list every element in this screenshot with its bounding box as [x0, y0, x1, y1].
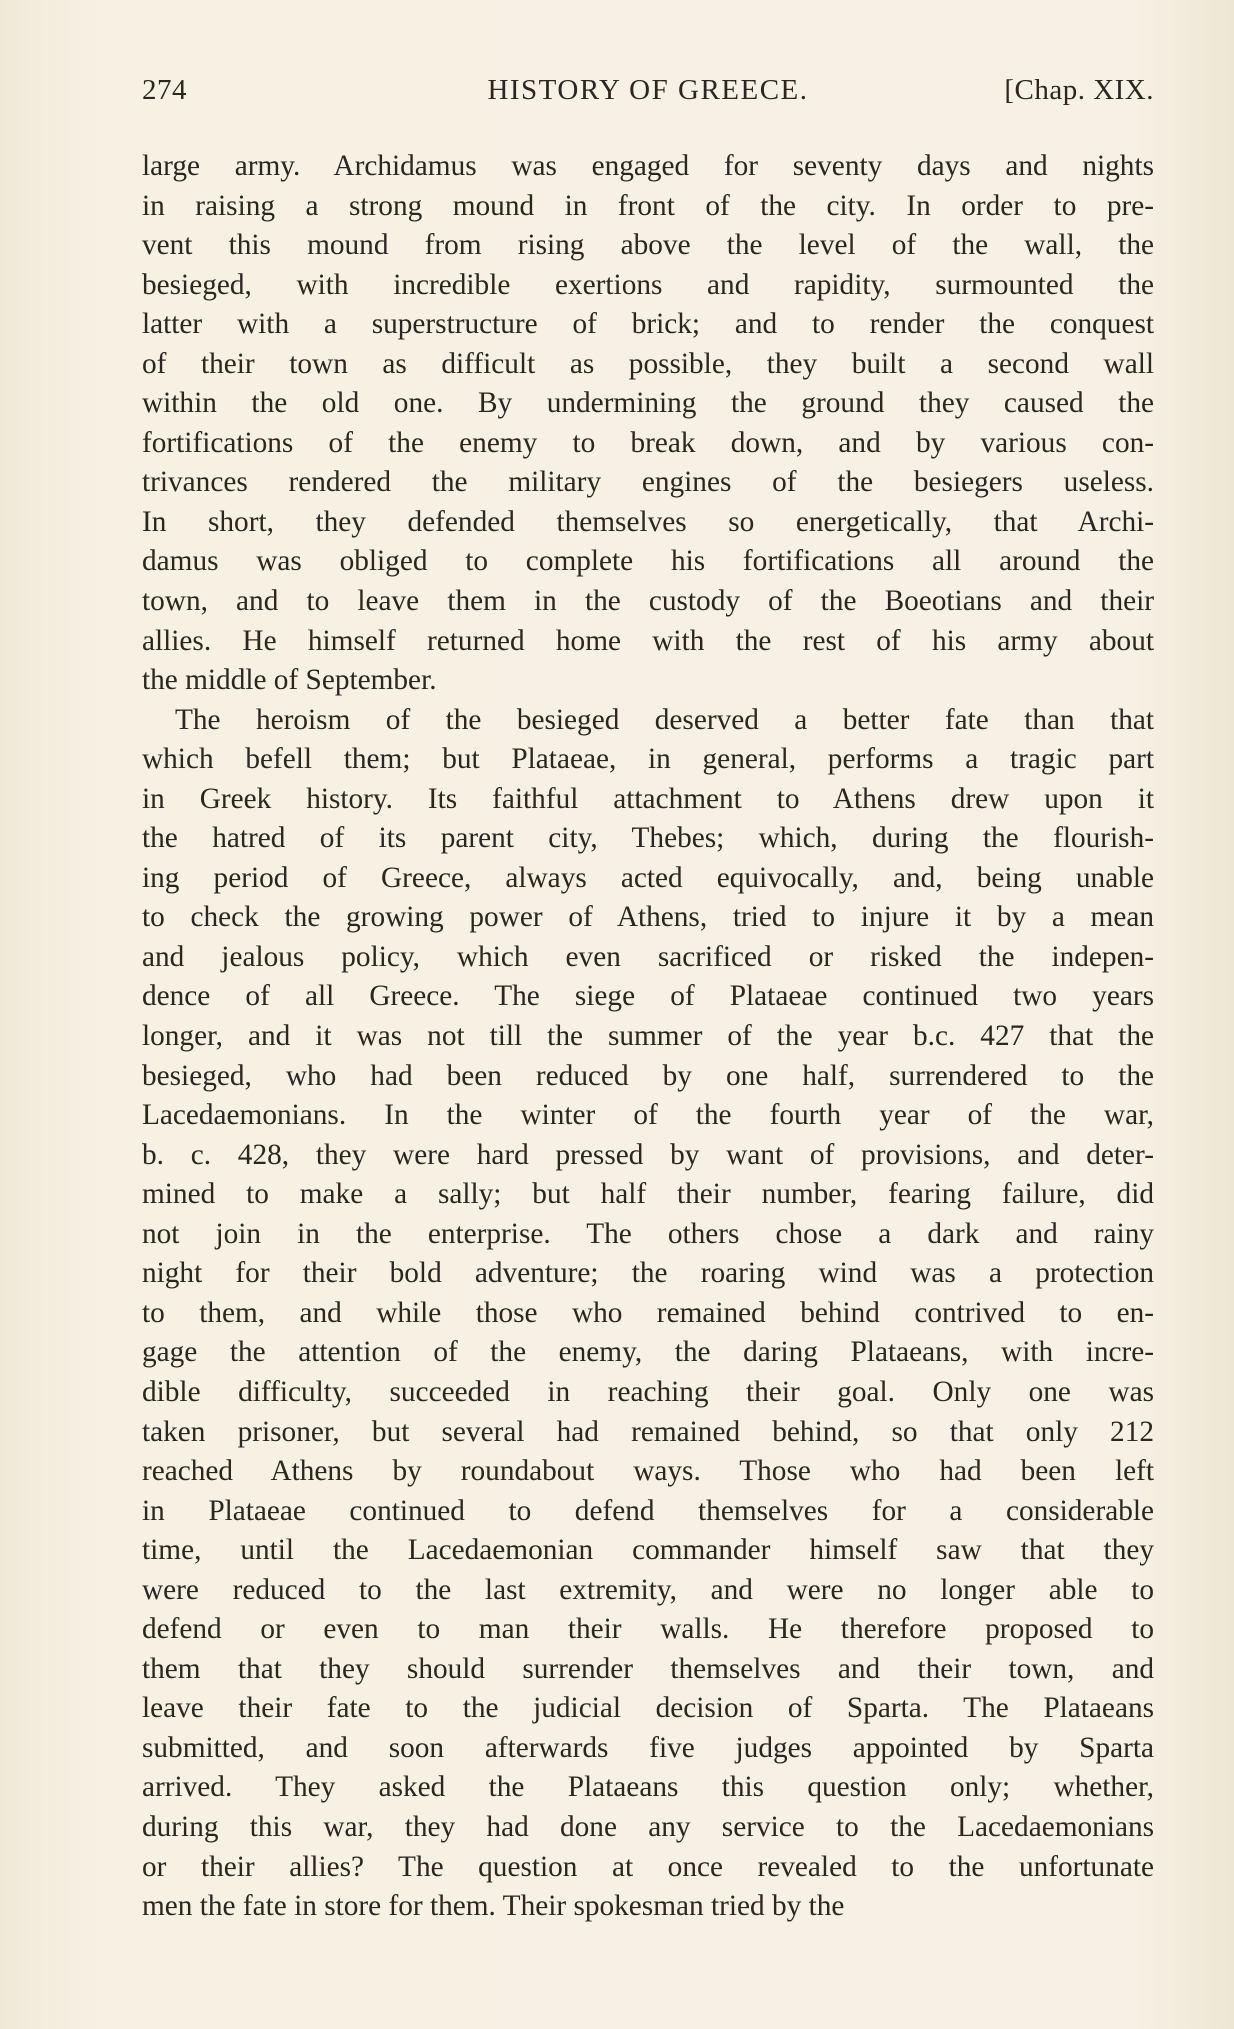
text-line: in Greek history. Its faithful attachment to Athens drew upon it	[142, 782, 1154, 815]
body-text	[142, 147, 1154, 1927]
chapter-label: [Chap. XIX.	[1004, 74, 1154, 106]
text-line: defend or even to man their walls. He therefore proposed to	[142, 1613, 1154, 1646]
text-line: or their allies? The question at once revealed to the unfortunate	[142, 1850, 1154, 1883]
text-line: fortifications of the enemy to break down, and by various con-	[142, 426, 1154, 459]
running-title: HISTORY OF GREECE.	[487, 74, 809, 106]
text-line: to them, and while those who remained behind contrived to en-	[142, 1296, 1154, 1329]
text-line: not join in the enterprise. The others chose a dark and rainy	[142, 1217, 1154, 1250]
text-line: submitted, and soon afterwards five judges appointed by Sparta	[142, 1731, 1154, 1764]
text-line: to check the growing power of Athens, tried to injure it by a mean	[142, 901, 1154, 934]
text-line: were reduced to the last extremity, and were no longer able to	[142, 1573, 1154, 1606]
text-line: ing period of Greece, always acted equivocally, and, being unable	[142, 861, 1154, 894]
text-line: the hatred of its parent city, Thebes; which, during the flourish-	[142, 822, 1154, 855]
text-line: longer, and it was not till the summer of the year b.c. 427 that the	[142, 1020, 1154, 1053]
text-line: allies. He himself returned home with the rest of his army about	[142, 624, 1154, 657]
text-line: dible difficulty, succeeded in reaching their goal. Only one was	[142, 1375, 1154, 1408]
text-line: leave their fate to the judicial decision of Sparta. The Plataeans	[142, 1692, 1154, 1725]
text-line: The heroism of the besieged deserved a better fate than that	[175, 703, 1154, 736]
text-line: within the old one. By undermining the ground they caused the	[142, 387, 1154, 420]
text-line: in raising a strong mound in front of the city. In order to pre-	[142, 189, 1154, 222]
text-line: latter with a superstructure of brick; and to render the conquest	[142, 308, 1154, 341]
text-line: during this war, they had done any service to the Lacedaemonians	[142, 1810, 1154, 1843]
text-line: gage the attention of the enemy, the daring Plataeans, with incre-	[142, 1336, 1154, 1369]
text-line: the middle of September.	[142, 664, 437, 697]
text-line: Lacedaemonians. In the winter of the fourth year of the war,	[142, 1099, 1154, 1132]
page-number: 274	[142, 74, 187, 106]
text-line: dence of all Greece. The siege of Plataeae continued two years	[142, 980, 1154, 1013]
text-line: taken prisoner, but several had remained behind, so that only 212	[142, 1415, 1154, 1448]
text-line: damus was obliged to complete his fortifications all around the	[142, 545, 1154, 578]
text-line: reached Athens by roundabout ways. Those who had been left	[142, 1455, 1154, 1488]
text-line: in Plataeae continued to defend themselves for a considerable	[142, 1494, 1154, 1527]
paragraph	[142, 147, 1154, 701]
text-line: trivances rendered the military engines of the besiegers useless.	[142, 466, 1154, 499]
text-line: which befell them; but Plataeae, in general, performs a tragic part	[142, 743, 1154, 776]
text-line: time, until the Lacedaemonian commander himself saw that they	[142, 1534, 1154, 1567]
text-line: town, and to leave them in the custody of the Boeotians and their	[142, 585, 1154, 618]
text-line: besieged, who had been reduced by one half, surrendered to the	[142, 1059, 1154, 1092]
text-line: b. c. 428, they were hard pressed by want of provisions, and deter-	[142, 1138, 1154, 1171]
paragraph	[142, 701, 1154, 1927]
text-line: besieged, with incredible exertions and rapidity, surmounted the	[142, 268, 1154, 301]
text-line: large army. Archidamus was engaged for seventy days and nights	[142, 150, 1154, 182]
text-line: night for their bold adventure; the roaring wind was a protection	[142, 1257, 1154, 1290]
text-line: In short, they defended themselves so energetically, that Archi-	[142, 505, 1154, 538]
text-line: vent this mound from rising above the level of the wall, the	[142, 229, 1154, 262]
text-line: men the fate in store for them. Their spokesman tried by the	[142, 1890, 845, 1923]
text-line: and jealous policy, which even sacrificed or risked the indepen-	[142, 940, 1154, 973]
text-line: of their town as difficult as possible, they built a second wall	[142, 347, 1154, 380]
text-line: arrived. They asked the Plataeans this question only; whether,	[142, 1771, 1154, 1804]
page-header	[142, 74, 1154, 114]
text-line: mined to make a sally; but half their number, fearing failure, did	[142, 1178, 1154, 1211]
text-line: them that they should surrender themselves and their town, and	[142, 1652, 1154, 1685]
